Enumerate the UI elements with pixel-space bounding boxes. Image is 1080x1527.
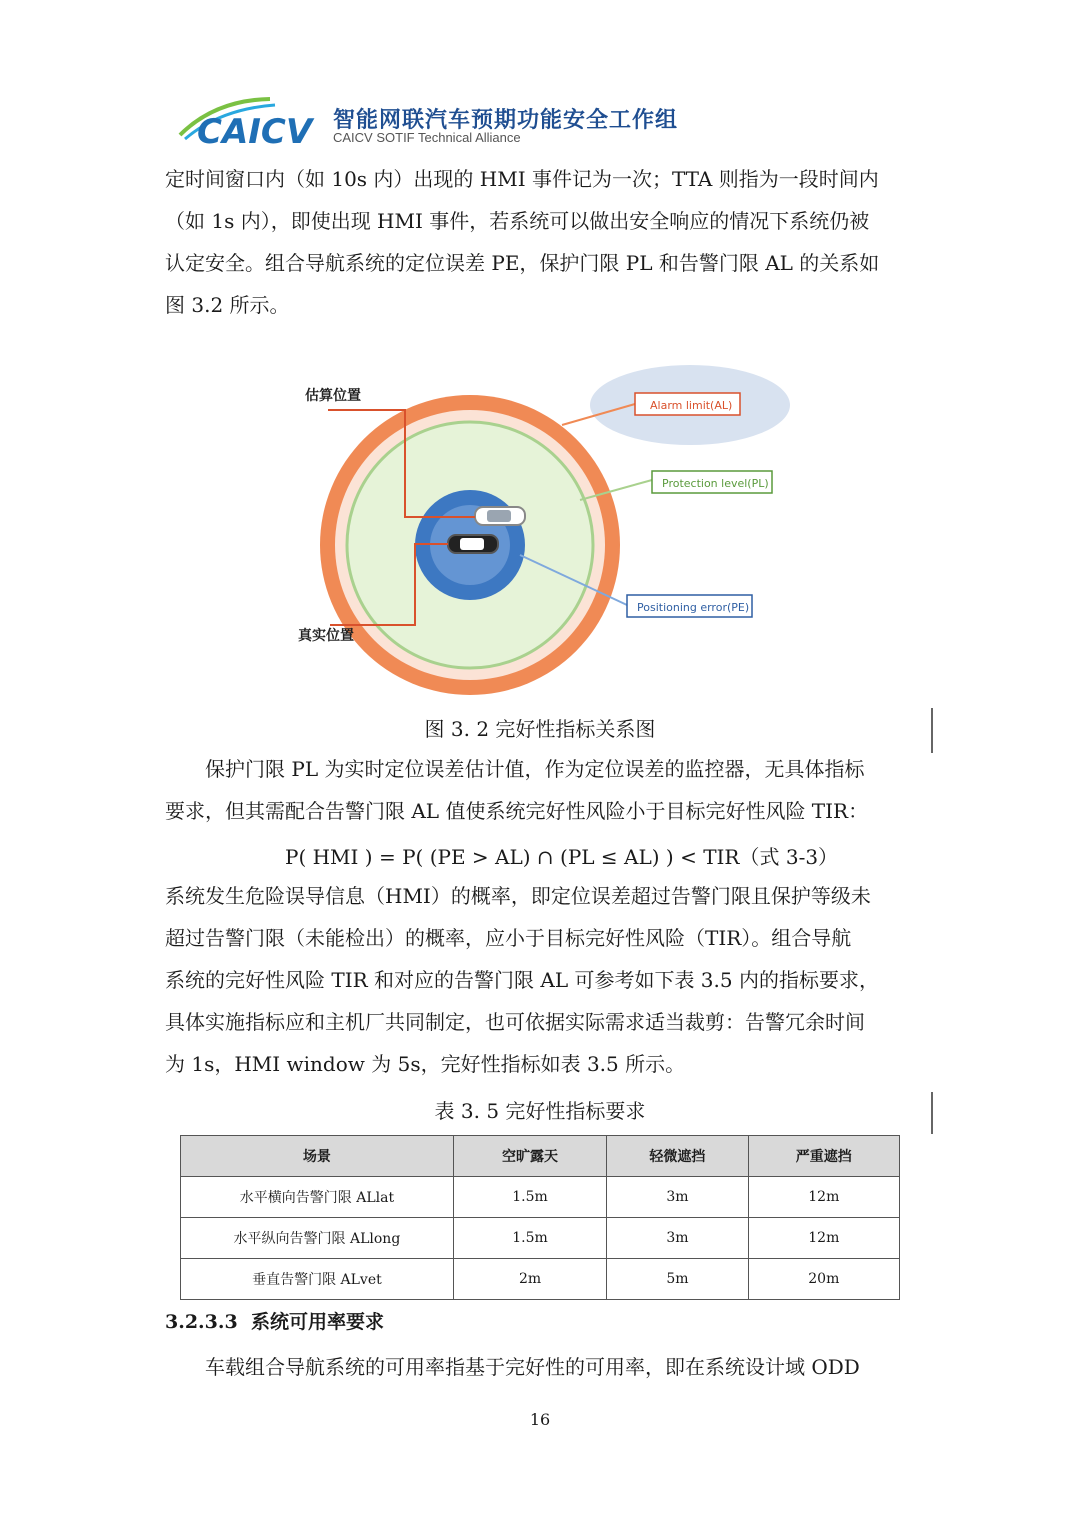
positioning-error-label: Positioning error(PE) bbox=[637, 601, 750, 614]
intro-line-4: 图 3.2 所示。 bbox=[165, 293, 290, 317]
figure-caption: 图 3. 2 完好性指标关系图 bbox=[424, 717, 656, 741]
table-header-cell: 轻微遮挡 bbox=[607, 1136, 748, 1177]
true-position-label: 真实位置 bbox=[298, 628, 354, 644]
para3-line-5: 为 1s，HMI window 为 5s，完好性指标如表 3.5 所示。 bbox=[165, 1052, 686, 1076]
integrity-spec-table bbox=[180, 1135, 900, 1300]
page-number: 16 bbox=[529, 1410, 551, 1429]
para3-line-1: 系统发生危险误导信息（HMI）的概率，即定位误差超过告警门限且保护等级未 bbox=[165, 884, 871, 908]
header-logo bbox=[175, 95, 695, 155]
table-cell: 3m bbox=[607, 1218, 748, 1259]
table-cell: 1.5m bbox=[453, 1218, 606, 1259]
integrity-diagram bbox=[290, 355, 810, 695]
table-row bbox=[181, 1218, 900, 1259]
section-title: 系统可用率要求 bbox=[250, 1311, 384, 1333]
formula-3-3: P( HMI ) = P( (PE > AL) ∩ (PL ≤ AL) ) < TIR（式 3-3） bbox=[285, 845, 839, 869]
table-cell: 12m bbox=[748, 1218, 899, 1259]
table-row bbox=[181, 1177, 900, 1218]
estimated-car-icon bbox=[475, 507, 525, 525]
org-subtitle: CAICV SOTIF Technical Alliance bbox=[333, 130, 521, 145]
table-cell: 1.5m bbox=[453, 1177, 606, 1218]
table-cell: 20m bbox=[748, 1259, 899, 1300]
logo-text: CAICV bbox=[197, 112, 313, 152]
final-line: 车载组合导航系统的可用率指基于完好性的可用率，即在系统设计域 ODD bbox=[205, 1355, 860, 1379]
true-car-icon bbox=[448, 535, 498, 553]
protection-level-label: Protection level(PL) bbox=[662, 477, 769, 490]
para2-line-1: 保护门限 PL 为实时定位误差估计值，作为定位误差的监控器，无具体指标 bbox=[205, 757, 865, 781]
para3-line-2: 超过告警门限（未能检出）的概率，应小于目标完好性风险（TIR）。组合导航 bbox=[165, 926, 852, 950]
table-row bbox=[181, 1259, 900, 1300]
table-header-row bbox=[181, 1136, 900, 1177]
table-header-cell: 场景 bbox=[181, 1136, 454, 1177]
alarm-limit-label: Alarm limit(AL) bbox=[650, 399, 733, 412]
intro-line-1: 定时间窗口内（如 10s 内）出现的 HMI 事件记为一次；TTA 则指为一段时间内 bbox=[165, 167, 879, 191]
table-caption: 表 3. 5 完好性指标要求 bbox=[434, 1099, 646, 1123]
section-number: 3.2.3.3 bbox=[165, 1311, 238, 1333]
para3-line-3: 系统的完好性风险 TIR 和对应的告警门限 AL 可参考如下表 3.5 内的指标要求， bbox=[165, 968, 879, 992]
para3-line-4: 具体实施指标应和主机厂共同制定，也可依据实际需求适当裁剪：告警冗余时间 bbox=[165, 1010, 865, 1034]
table-cell: 2m bbox=[453, 1259, 606, 1300]
table-header-cell: 空旷露天 bbox=[453, 1136, 606, 1177]
para2-line-2: 要求，但其需配合告警门限 AL 值使系统完好性风险小于目标完好性风险 TIR： bbox=[165, 799, 869, 823]
table-cell: 12m bbox=[748, 1177, 899, 1218]
intro-line-3: 认定安全。组合导航系统的定位误差 PE，保护门限 PL 和告警门限 AL 的关系如 bbox=[165, 251, 880, 275]
table-cell: 水平纵向告警门限 ALlong bbox=[181, 1218, 454, 1259]
table-cell: 5m bbox=[607, 1259, 748, 1300]
intro-line-2: （如 1s 内），即使出现 HMI 事件，若系统可以做出安全响应的情况下系统仍被 bbox=[165, 209, 870, 233]
table-header-cell: 严重遮挡 bbox=[748, 1136, 899, 1177]
table-cell: 水平横向告警门限 ALlat bbox=[181, 1177, 454, 1218]
section-heading bbox=[165, 1307, 384, 1334]
caicv-logo-icon bbox=[175, 95, 325, 155]
estimated-position-label: 估算位置 bbox=[305, 388, 361, 404]
table-cell: 3m bbox=[607, 1177, 748, 1218]
org-title: 智能网联汽车预期功能安全工作组 bbox=[333, 108, 679, 133]
table-cell: 垂直告警门限 ALvet bbox=[181, 1259, 454, 1300]
